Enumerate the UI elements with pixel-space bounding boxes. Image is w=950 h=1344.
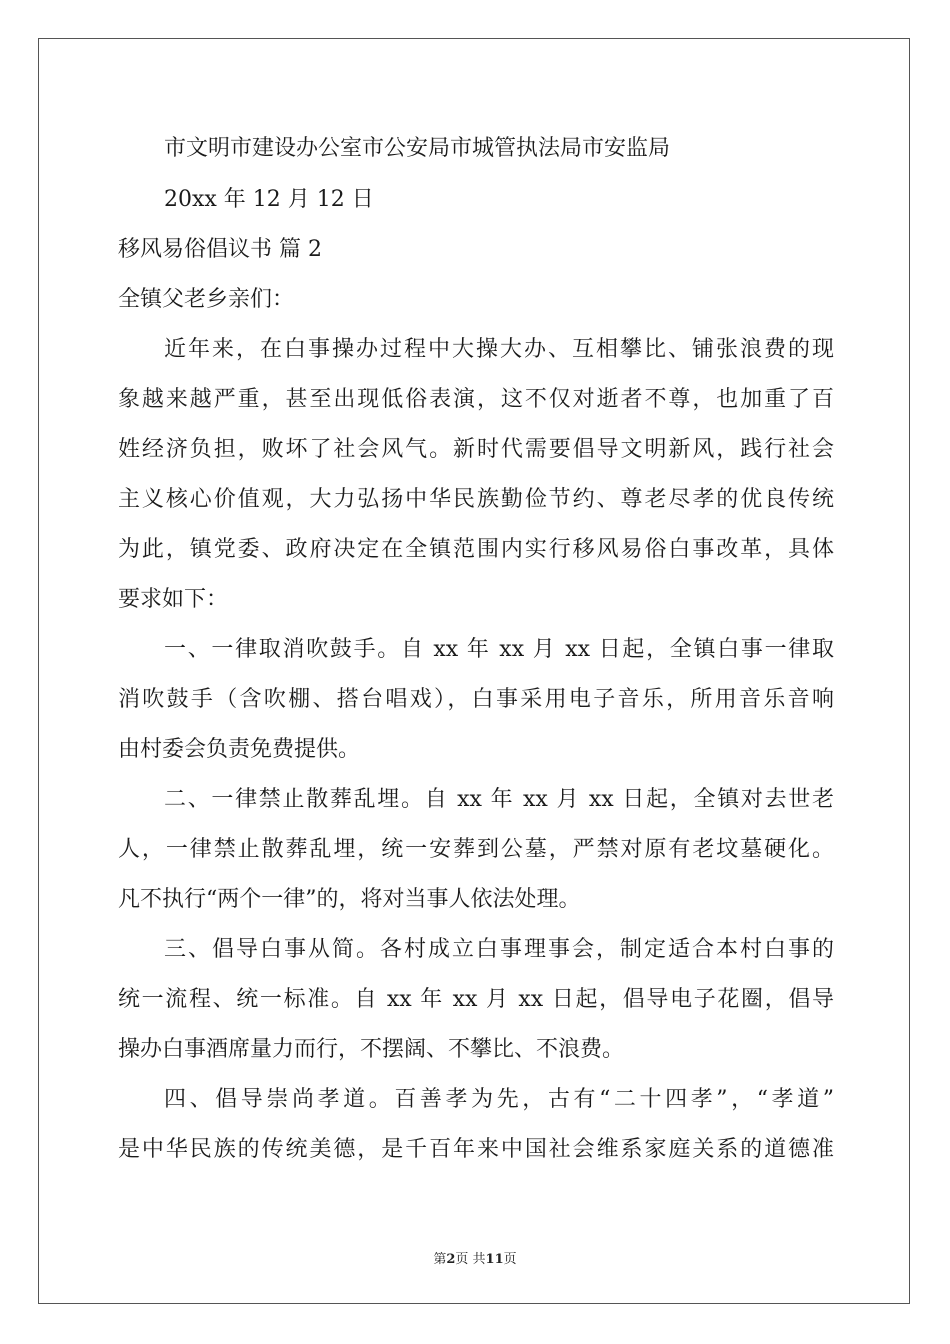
text-line: 是中华民族的传统美德，是千百年来中国社会维系家庭关系的道德准 xyxy=(118,1137,834,1162)
text-line: 二、一律禁止散葬乱埋。自 xx 年 xx 月 xx 日起，全镇对去世老 xyxy=(164,787,834,812)
text-line: 姓经济负担，败坏了社会风气。新时代需要倡导文明新风，践行社会 xyxy=(118,437,834,462)
footer-suffix: 页 xyxy=(503,1252,517,1267)
text-line: 为此，镇党委、政府决定在全镇范围内实行移风易俗白事改革，具体 xyxy=(118,537,834,562)
page-border xyxy=(38,38,910,1304)
text-line: 近年来，在白事操办过程中大操大办、互相攀比、铺张浪费的现 xyxy=(164,337,834,362)
text-line: 凡不执行“两个一律”的，将对当事人依法处理。 xyxy=(118,887,581,912)
text-line: 操办白事酒席量力而行，不摆阔、不攀比、不浪费。 xyxy=(118,1037,625,1062)
section-title: 移风易俗倡议书 篇 2 xyxy=(118,237,322,262)
page-footer xyxy=(0,1248,950,1267)
text-line: 四、倡导崇尚孝道。百善孝为先，古有“二十四孝”，“孝道” xyxy=(164,1087,834,1112)
text-line: 要求如下： xyxy=(118,587,229,612)
text-line: 人，一律禁止散葬乱埋，统一安葬到公墓，严禁对原有老坟墓硬化。 xyxy=(118,837,834,862)
text-line: 一、一律取消吹鼓手。自 xx 年 xx 月 xx 日起，全镇白事一律取 xyxy=(164,637,834,662)
text-line: 由村委会负责免费提供。 xyxy=(118,737,361,762)
text-line: 消吹鼓手（含吹棚、搭台唱戏），白事采用电子音乐，所用音乐音响 xyxy=(118,687,834,712)
footer-prefix: 第 xyxy=(433,1252,447,1267)
total-page-count: 11 xyxy=(485,1252,504,1267)
text-line: 主义核心价值观，大力弘扬中华民族勤俭节约、尊老尽孝的优良传统 xyxy=(118,487,834,512)
footer-mid: 页 共 xyxy=(455,1252,486,1267)
current-page-number: 2 xyxy=(446,1252,456,1267)
text-line: 三、倡导白事从简。各村成立白事理事会，制定适合本村白事的 xyxy=(164,937,834,962)
text-line: 市文明市建设办公室市公安局市城管执法局市安监局 xyxy=(164,136,671,161)
text-line: 20xx 年 12 月 12 日 xyxy=(164,187,374,212)
text-line: 象越来越严重，甚至出现低俗表演，这不仅对逝者不尊，也加重了百 xyxy=(118,387,834,412)
salutation: 全镇父老乡亲们： xyxy=(118,287,295,312)
text-line: 统一流程、统一标准。自 xx 年 xx 月 xx 日起，倡导电子花圈，倡导 xyxy=(118,987,834,1012)
